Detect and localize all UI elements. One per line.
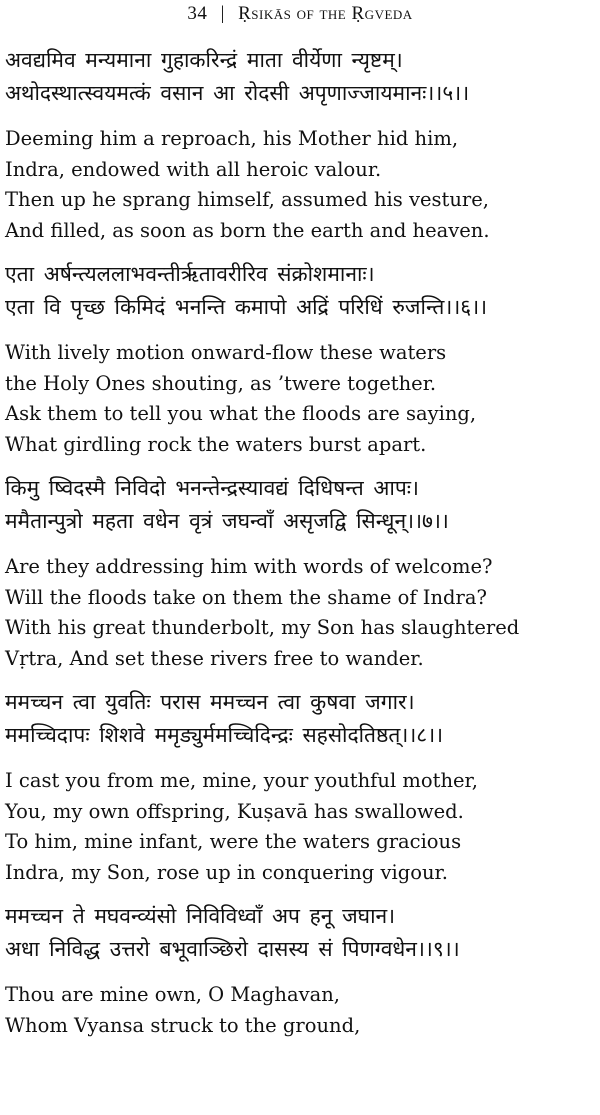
translation-line: With lively motion onward-flow these waters: [5, 341, 447, 364]
translation-line: Will the floods take on them the shame of Indra?: [5, 585, 487, 609]
translation-line: Whom Vyansa struck to the ground,: [5, 1013, 361, 1037]
sanskrit-line: ममच्चिदापः शिशवे ममृड्युर्ममच्चिदिन्द्रः सहसोदतिष्ठत्।।८।।: [5, 723, 444, 747]
sanskrit-line: अवद्यमिव मन्यमाना गुहाकरिन्द्रं माता वीर्येणा न्यृष्टम्।: [5, 48, 403, 72]
translation-line: What girdling rock the waters burst apart.: [5, 432, 427, 456]
sanskrit-line: एता अर्षन्त्यललाभवन्तीर्ऋतावरीरिव संक्रोशमानाः।: [5, 262, 375, 286]
translation-line: Thou are mine own, O Maghavan,: [5, 983, 341, 1006]
verse-block-6: [5, 258, 595, 472]
translation-line: Indra, endowed with all heroic valour.: [5, 157, 382, 181]
sanskrit-line: ममच्चन त्वा युवतिः परास ममच्चन त्वा कुषवा जगार।: [5, 690, 415, 714]
sanskrit-line: ममैतान्पुत्रो महता वधेन वृत्रं जघन्वाँ असृजद्वि सिन्धून्।।७।।: [5, 509, 449, 533]
verse-block-9: [5, 900, 595, 1041]
verse-block-7: [5, 472, 595, 686]
book-title: Ṛsikās of the Ṛgveda: [238, 3, 413, 24]
translation-line: the Holy Ones shouting, as ’twere together.: [5, 371, 437, 395]
page-number: 34: [187, 3, 208, 24]
sanskrit-line: अथोदस्थात्स्वयमत्कं वसान आ रोदसी अपृणाज्जायमानः।।५।।: [5, 81, 470, 105]
header-separator: |: [220, 3, 225, 24]
sanskrit-line: ममच्चन ते मघवन्व्यंसो निविविध्वाँ अप हनू जघान।: [5, 904, 396, 928]
translation-line: Ask them to tell you what the floods are saying,: [5, 402, 477, 425]
translation-line: With his great thunderbolt, my Son has slaughtered: [5, 616, 520, 639]
sanskrit-line: अधा निविद्ध उत्तरो बभूवाञ्छिरो दासस्य सं पिणग्वधेन।।९।।: [5, 937, 460, 961]
verse-block-5: [5, 44, 595, 258]
translation-line: And filled, as soon as born the earth and heaven.: [5, 218, 490, 242]
translation-line: Vṛtra, And set these rivers free to wander.: [5, 646, 424, 670]
translation-line: Deeming him a reproach, his Mother hid him,: [5, 127, 459, 150]
translation-line: You, my own offspring, Kuṣavā has swallowed.: [5, 799, 464, 823]
translation-line: Then up he sprang himself, assumed his vesture,: [5, 188, 489, 211]
translation-line: Are they addressing him with words of welcome?: [5, 555, 493, 578]
verse-block-8: [5, 686, 595, 900]
running-header: [0, 3, 600, 25]
sanskrit-line: एता वि पृच्छ किमिदं भनन्ति कमापो अद्रिं परिधिं रुजन्ति।।६।।: [5, 295, 488, 319]
translation-line: To him, mine infant, were the waters gracious: [5, 830, 462, 853]
sanskrit-line: किमु ष्विदस्मै निविदो भनन्तेन्द्रस्यावद्यं दिधिषन्त आपः।: [5, 476, 419, 500]
translation-line: I cast you from me, mine, your youthful mother,: [5, 769, 478, 792]
translation-line: Indra, my Son, rose up in conquering vigour.: [5, 860, 448, 884]
verse-content: [5, 44, 595, 1041]
